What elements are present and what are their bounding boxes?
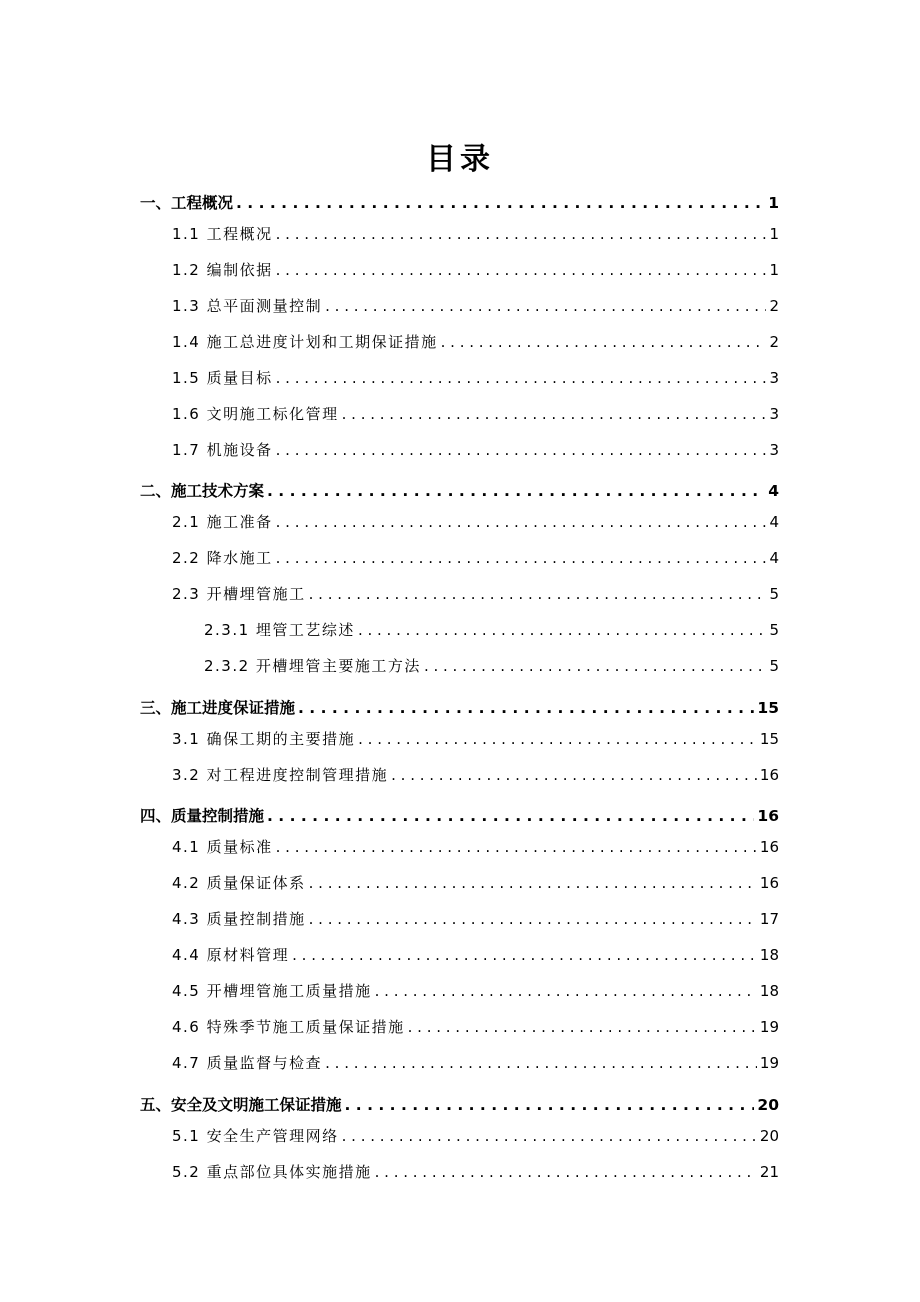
- toc-entry[interactable]: [172, 1051, 779, 1075]
- toc-entry-page: 16: [757, 807, 779, 825]
- toc-leader: [342, 1124, 757, 1148]
- toc-entry-text: 1.6 文明施工标化管理: [172, 405, 339, 423]
- toc-leader: [236, 191, 765, 215]
- toc-entry[interactable]: [172, 294, 779, 318]
- toc-leader: [276, 835, 757, 859]
- toc-entry-page: 3: [769, 369, 779, 387]
- toc-entry-text: 5.2 重点部位具体实施措施: [172, 1163, 372, 1181]
- toc-entry-page: 17: [759, 910, 779, 928]
- toc-entry[interactable]: [172, 330, 779, 354]
- toc-entry[interactable]: [204, 654, 779, 678]
- toc-entry-page: 2: [769, 333, 779, 351]
- toc-entry[interactable]: [172, 727, 779, 751]
- toc-entry-page: 4: [769, 549, 779, 567]
- toc-leader: [276, 438, 767, 462]
- toc-entry-text: 1.3 总平面测量控制: [172, 297, 323, 315]
- toc-leader: [292, 943, 757, 967]
- toc-entry-page: 16: [759, 874, 779, 892]
- toc-leader: [309, 907, 757, 931]
- toc-entry[interactable]: [140, 804, 779, 828]
- toc-entry-text: 4.4 原材料管理: [172, 946, 290, 964]
- toc-entry-page: 18: [759, 982, 779, 1000]
- toc-leader: [325, 1051, 757, 1075]
- toc-entry-text: 4.1 质量标准: [172, 838, 273, 856]
- toc-leader: [309, 582, 767, 606]
- toc-leader: [375, 1160, 757, 1184]
- toc-entry[interactable]: [172, 438, 779, 462]
- toc-entry[interactable]: [172, 402, 779, 426]
- toc-entry-text: 2.1 施工准备: [172, 513, 273, 531]
- toc-entry-text: 4.6 特殊季节施工质量保证措施: [172, 1018, 405, 1036]
- toc-entry-page: 2: [769, 297, 779, 315]
- toc-entry[interactable]: [172, 943, 779, 967]
- toc-entry-text: 1.5 质量目标: [172, 369, 273, 387]
- toc-leader: [325, 294, 766, 318]
- toc-entry-text: 2.2 降水施工: [172, 549, 273, 567]
- toc-entry-page: 16: [759, 838, 779, 856]
- toc-leader: [441, 330, 767, 354]
- toc-entry[interactable]: [172, 871, 779, 895]
- toc-entry-text: 4.3 质量控制措施: [172, 910, 306, 928]
- toc-entry-text: 5.1 安全生产管理网络: [172, 1127, 339, 1145]
- toc-entry-page: 18: [759, 946, 779, 964]
- toc-entry-page: 5: [769, 657, 779, 675]
- toc-entry-page: 4: [768, 482, 779, 500]
- toc-entry-text: 2.3 开槽埋管施工: [172, 585, 306, 603]
- toc-leader: [375, 979, 757, 1003]
- toc-entry[interactable]: [172, 979, 779, 1003]
- toc-leader: [276, 258, 767, 282]
- toc-entry[interactable]: [172, 763, 779, 787]
- toc-entry[interactable]: [172, 1015, 779, 1039]
- toc-leader: [408, 1015, 757, 1039]
- toc-entry-page: 3: [769, 441, 779, 459]
- toc-entry-text: 4.5 开槽埋管施工质量措施: [172, 982, 372, 1000]
- toc-leader: [358, 618, 767, 642]
- toc-entry[interactable]: [204, 618, 779, 642]
- toc-entry[interactable]: [172, 258, 779, 282]
- toc-entry-page: 21: [759, 1163, 779, 1181]
- toc-entry[interactable]: [172, 835, 779, 859]
- toc-entry-text: 四、质量控制措施: [140, 807, 265, 825]
- toc-entry-text: 4.7 质量监督与检查: [172, 1054, 323, 1072]
- toc-entry-text: 1.4 施工总进度计划和工期保证措施: [172, 333, 438, 351]
- toc-entry[interactable]: [140, 1093, 779, 1117]
- toc-entry-page: 19: [759, 1054, 779, 1072]
- toc-entry-text: 1.2 编制依据: [172, 261, 273, 279]
- page-title: 目录: [426, 142, 494, 177]
- toc-entry-text: 3.2 对工程进度控制管理措施: [172, 766, 389, 784]
- toc-entry-page: 20: [759, 1127, 779, 1145]
- toc-entry-page: 20: [757, 1096, 779, 1114]
- toc-entry-text: 三、施工进度保证措施: [140, 699, 296, 717]
- toc-entry[interactable]: [172, 1124, 779, 1148]
- toc-entry-page: 1: [769, 225, 779, 243]
- toc-entry-text: 4.2 质量保证体系: [172, 874, 306, 892]
- toc-entry-page: 16: [759, 766, 779, 784]
- toc-entry[interactable]: [172, 546, 779, 570]
- toc-leader: [276, 366, 767, 390]
- toc-entry-text: 五、安全及文明施工保证措施: [140, 1096, 342, 1114]
- toc-leader: [276, 510, 767, 534]
- toc-entry-page: 15: [759, 730, 779, 748]
- toc-leader: [276, 222, 767, 246]
- toc-entry-page: 4: [769, 513, 779, 531]
- toc-entry[interactable]: [140, 479, 779, 503]
- toc-entry[interactable]: [140, 191, 779, 215]
- toc-entry-text: 2.3.2 开槽埋管主要施工方法: [204, 657, 421, 675]
- toc-entry[interactable]: [172, 582, 779, 606]
- toc-entry-page: 1: [769, 261, 779, 279]
- toc-entry-text: 1.7 机施设备: [172, 441, 273, 459]
- toc-entry[interactable]: [172, 366, 779, 390]
- toc-entry-text: 二、施工技术方案: [140, 482, 265, 500]
- toc-entry-text: 2.3.1 埋管工艺综述: [204, 621, 355, 639]
- toc-leader: [391, 763, 757, 787]
- toc-leader: [309, 871, 757, 895]
- toc-leader: [358, 727, 757, 751]
- toc-entry-text: 1.1 工程概况: [172, 225, 273, 243]
- toc-entry[interactable]: [172, 1160, 779, 1184]
- toc-entry[interactable]: [140, 696, 779, 720]
- toc-entry-page: 19: [759, 1018, 779, 1036]
- toc-entry[interactable]: [172, 907, 779, 931]
- toc-entry-page: 5: [769, 585, 779, 603]
- toc-entry-page: 1: [768, 194, 779, 212]
- toc-leader: [345, 1093, 755, 1117]
- toc-leader: [298, 696, 754, 720]
- toc-leader: [342, 402, 767, 426]
- toc-entry[interactable]: [172, 510, 779, 534]
- toc-entry[interactable]: [172, 222, 779, 246]
- toc-entry-text: 一、工程概况: [140, 194, 234, 212]
- toc-leader: [267, 479, 765, 503]
- toc-leader: [276, 546, 767, 570]
- toc-entry-text: 3.1 确保工期的主要措施: [172, 730, 356, 748]
- toc-leader: [424, 654, 767, 678]
- toc-entry-page: 5: [769, 621, 779, 639]
- toc-leader: [267, 804, 754, 828]
- toc-entry-page: 3: [769, 405, 779, 423]
- toc-entry-page: 15: [757, 699, 779, 717]
